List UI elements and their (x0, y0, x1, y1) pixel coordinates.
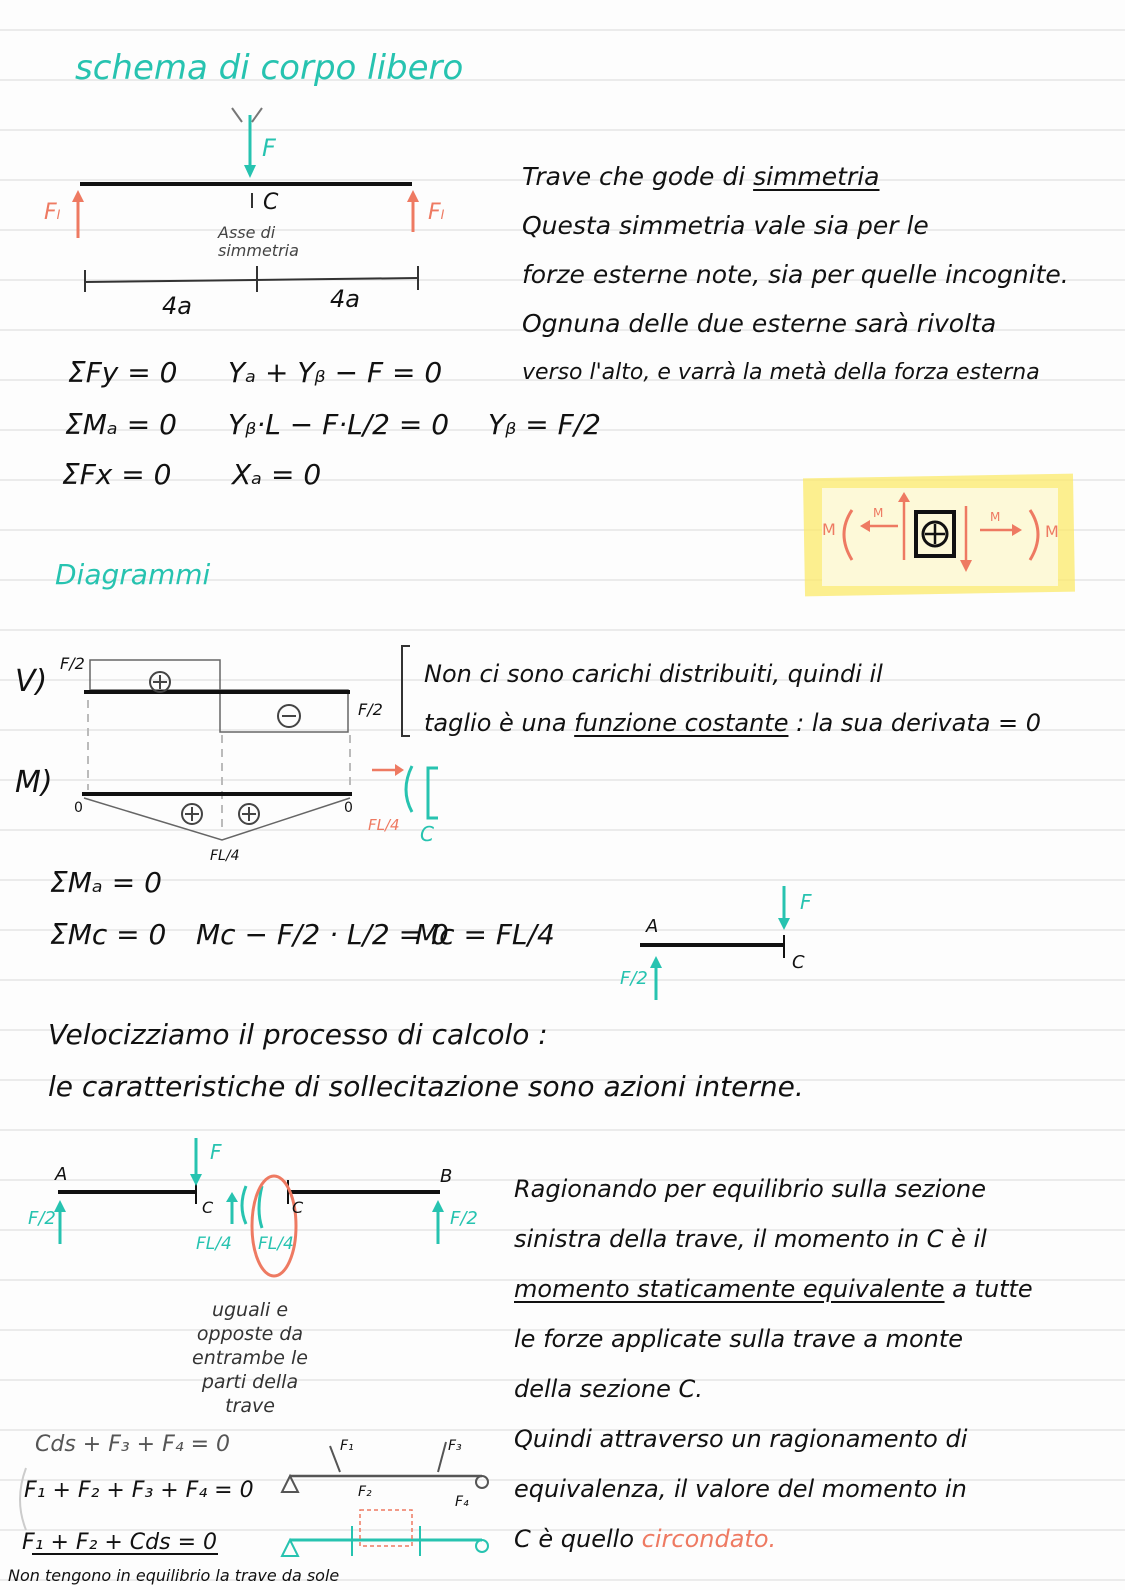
eq2-mc-result: Mc = FL/4 (415, 918, 555, 951)
eq-yb-result: Yᵦ = F/2 (488, 408, 601, 441)
eq2-mc-expression: Mc − F/2 · L/2 = 0 (196, 918, 449, 951)
reaction-right-label: Fₗ (428, 200, 445, 225)
sign-box-m-small-left: M (873, 506, 884, 520)
symmetry-axis-label: Asse di simmetria (218, 223, 299, 260)
shear-label: V) (15, 664, 48, 699)
sign-box-m-small-right: M (990, 510, 1001, 524)
section-title-diagrams: Diagrammi (55, 558, 211, 591)
p1-line-2: Questa simmetria vale sia per le (522, 211, 929, 240)
p3-line-5: della sezione C. (514, 1375, 703, 1403)
split-beam-f: F (210, 1140, 222, 1164)
split-beam-note: uguali e opposte da entrambe le parti della trave (192, 1299, 308, 1417)
p1-line-1: Trave che gode di simmetria (522, 162, 880, 191)
half-beam-reaction: F/2 (620, 968, 648, 989)
speedup-line-1: Velocizziamo il processo di calcolo : (48, 1018, 548, 1051)
eq-sum-ma: ΣMₐ = 0 (65, 408, 177, 441)
p3-line-7: equivalenza, il valore del momento in (514, 1475, 967, 1503)
split-beam-a: A (55, 1164, 68, 1185)
bottom-eq-1: Cds + F₃ + F₄ = 0 (35, 1432, 230, 1457)
reaction-left-label: Fₗ (44, 200, 61, 225)
moment-peak-value: FL/4 (210, 848, 240, 864)
half-beam-f: F (800, 890, 812, 914)
span-right-label: 4a (330, 285, 360, 313)
bottom-f3-label: F₃ (448, 1438, 462, 1454)
bottom-f1-label: F₁ (340, 1438, 354, 1454)
shear-bottom-value: F/2 (358, 700, 383, 719)
bottom-f2-label: F₂ (358, 1484, 372, 1500)
span-left-label: 4a (162, 292, 192, 320)
moment-zero-right: 0 (344, 800, 353, 816)
section-title-free-body: schema di corpo libero (75, 48, 464, 88)
bottom-note: Non tengono in equilibrio la trave da sole (8, 1566, 340, 1585)
bottom-eq-3: F₁ + F₂ + Cds = 0 (22, 1530, 217, 1555)
eq-xa-result: Xₐ = 0 (232, 458, 322, 491)
split-beam-m1: FL/4 (196, 1234, 232, 1254)
p2-line-1: Non ci sono carichi distribuiti, quindi il (424, 660, 883, 688)
moment-zero-left: 0 (74, 800, 83, 816)
paragraph-shear (424, 650, 1124, 748)
half-beam-a: A (646, 916, 659, 937)
force-f-label: F (262, 134, 276, 162)
p3-line-4: le forze applicate sulla trave a monte (514, 1325, 964, 1353)
moment-side-c: C (420, 822, 434, 846)
split-beam-rb: F/2 (450, 1208, 478, 1229)
split-beam-c2: C (292, 1198, 304, 1217)
p1-line-5: verso l'alto, e varrà la metà della forza esterna (522, 360, 1040, 385)
p3-line-2: sinistra della trave, il momento in C è il (514, 1225, 987, 1253)
split-beam-m2: FL/4 (258, 1234, 294, 1254)
p1-line-3: forze esterne note, sia per quelle incognite. (522, 260, 1069, 289)
p3-line-3: momento staticamente equivalente a tutte (514, 1275, 1033, 1303)
split-beam-ra: F/2 (28, 1208, 56, 1229)
half-beam-c: C (792, 952, 805, 973)
p3-line-1: Ragionando per equilibrio sulla sezione (514, 1175, 987, 1203)
moment-label: M) (15, 765, 53, 800)
bottom-f4-label: F₄ (455, 1494, 469, 1510)
eq2-sum-ma: ΣMₐ = 0 (50, 866, 162, 899)
bottom-eq-2: F₁ + F₂ + F₃ + F₄ = 0 (24, 1478, 254, 1503)
eq2-sum-mc: ΣMc = 0 (50, 918, 167, 951)
p1-line-4: Ognuna delle due esterne sarà rivolta (522, 309, 997, 338)
eq-sum-fx: ΣFx = 0 (62, 458, 172, 491)
p3-line-6: Quindi attraverso un ragionamento di (514, 1425, 968, 1453)
p3-line-8: C è quello circondato. (514, 1525, 777, 1553)
moment-side-value: FL/4 (368, 816, 400, 834)
eq-ma-expression: Yᵦ·L − F·L/2 = 0 (228, 408, 450, 441)
eq-sum-fy: ΣFy = 0 (68, 356, 178, 389)
sign-box-m-left: M (822, 520, 836, 539)
sign-box-m-right: M (1045, 522, 1059, 541)
speedup-line-2: le caratteristiche di sollecitazione sono azioni interne. (48, 1070, 804, 1103)
eq-fy-expression: Yₐ + Yᵦ − F = 0 (228, 356, 443, 389)
split-beam-b: B (440, 1166, 453, 1187)
paragraph-symmetry (522, 152, 1117, 397)
split-beam-c1: C (202, 1198, 214, 1217)
paragraph-equilibrium (514, 1164, 1119, 1564)
point-c-label: C (263, 190, 279, 215)
shear-top-value: F/2 (60, 654, 85, 673)
p2-line-2: taglio è una funzione costante : la sua derivata = 0 (424, 709, 1042, 737)
